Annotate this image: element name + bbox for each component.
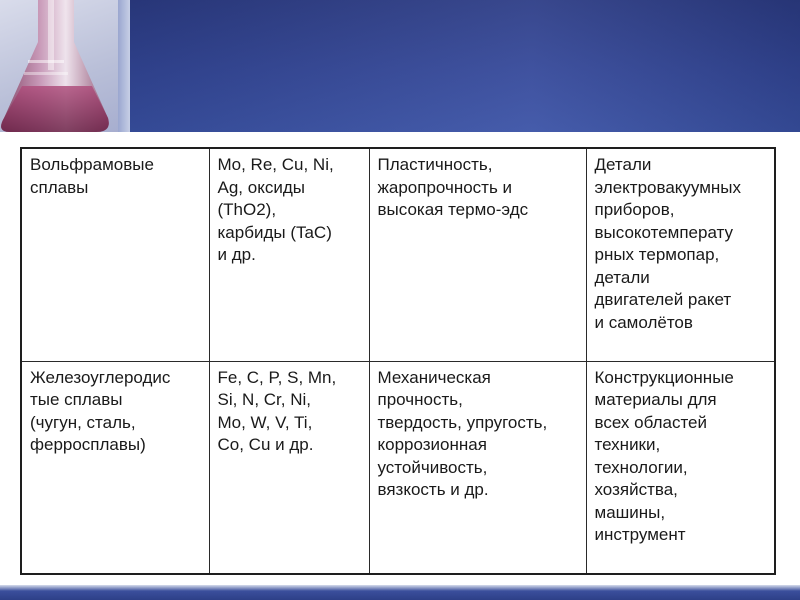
table-cell: Fe, C, P, S, Mn, Si, N, Cr, Ni, Mo, W, V, Ti, Co, Cu и др. bbox=[209, 361, 369, 574]
header-banner bbox=[0, 0, 800, 132]
flask-image bbox=[0, 0, 118, 132]
footer-band bbox=[0, 585, 800, 600]
header-divider bbox=[118, 0, 130, 132]
table-cell: Mo, Re, Cu, Ni, Ag, оксиды (ThO2), карбиды (TaC) и др. bbox=[209, 148, 369, 361]
table-cell: Конструкционные материалы для всех областей техники, технологии, хозяйства, машины, инструмент bbox=[586, 361, 775, 574]
header-shade bbox=[130, 0, 800, 132]
table-cell: Железоуглеродис тые сплавы (чугун, сталь, ферросплавы) bbox=[21, 361, 209, 574]
table-row bbox=[21, 361, 775, 574]
table-cell: Пластичность, жаропрочность и высокая термо-эдс bbox=[369, 148, 586, 361]
alloys-table bbox=[20, 147, 776, 575]
alloys-table-container bbox=[20, 147, 774, 573]
flask-icon bbox=[0, 0, 118, 132]
table-cell: Вольфрамовые сплавы bbox=[21, 148, 209, 361]
table-cell: Механическая прочность, твердость, упругость, коррозионная устойчивость, вязкость и др. bbox=[369, 361, 586, 574]
table-row bbox=[21, 148, 775, 361]
table-cell: Детали электровакуумных приборов, высокотемперату рных термопар, детали двигателей ракет и самолётов bbox=[586, 148, 775, 361]
